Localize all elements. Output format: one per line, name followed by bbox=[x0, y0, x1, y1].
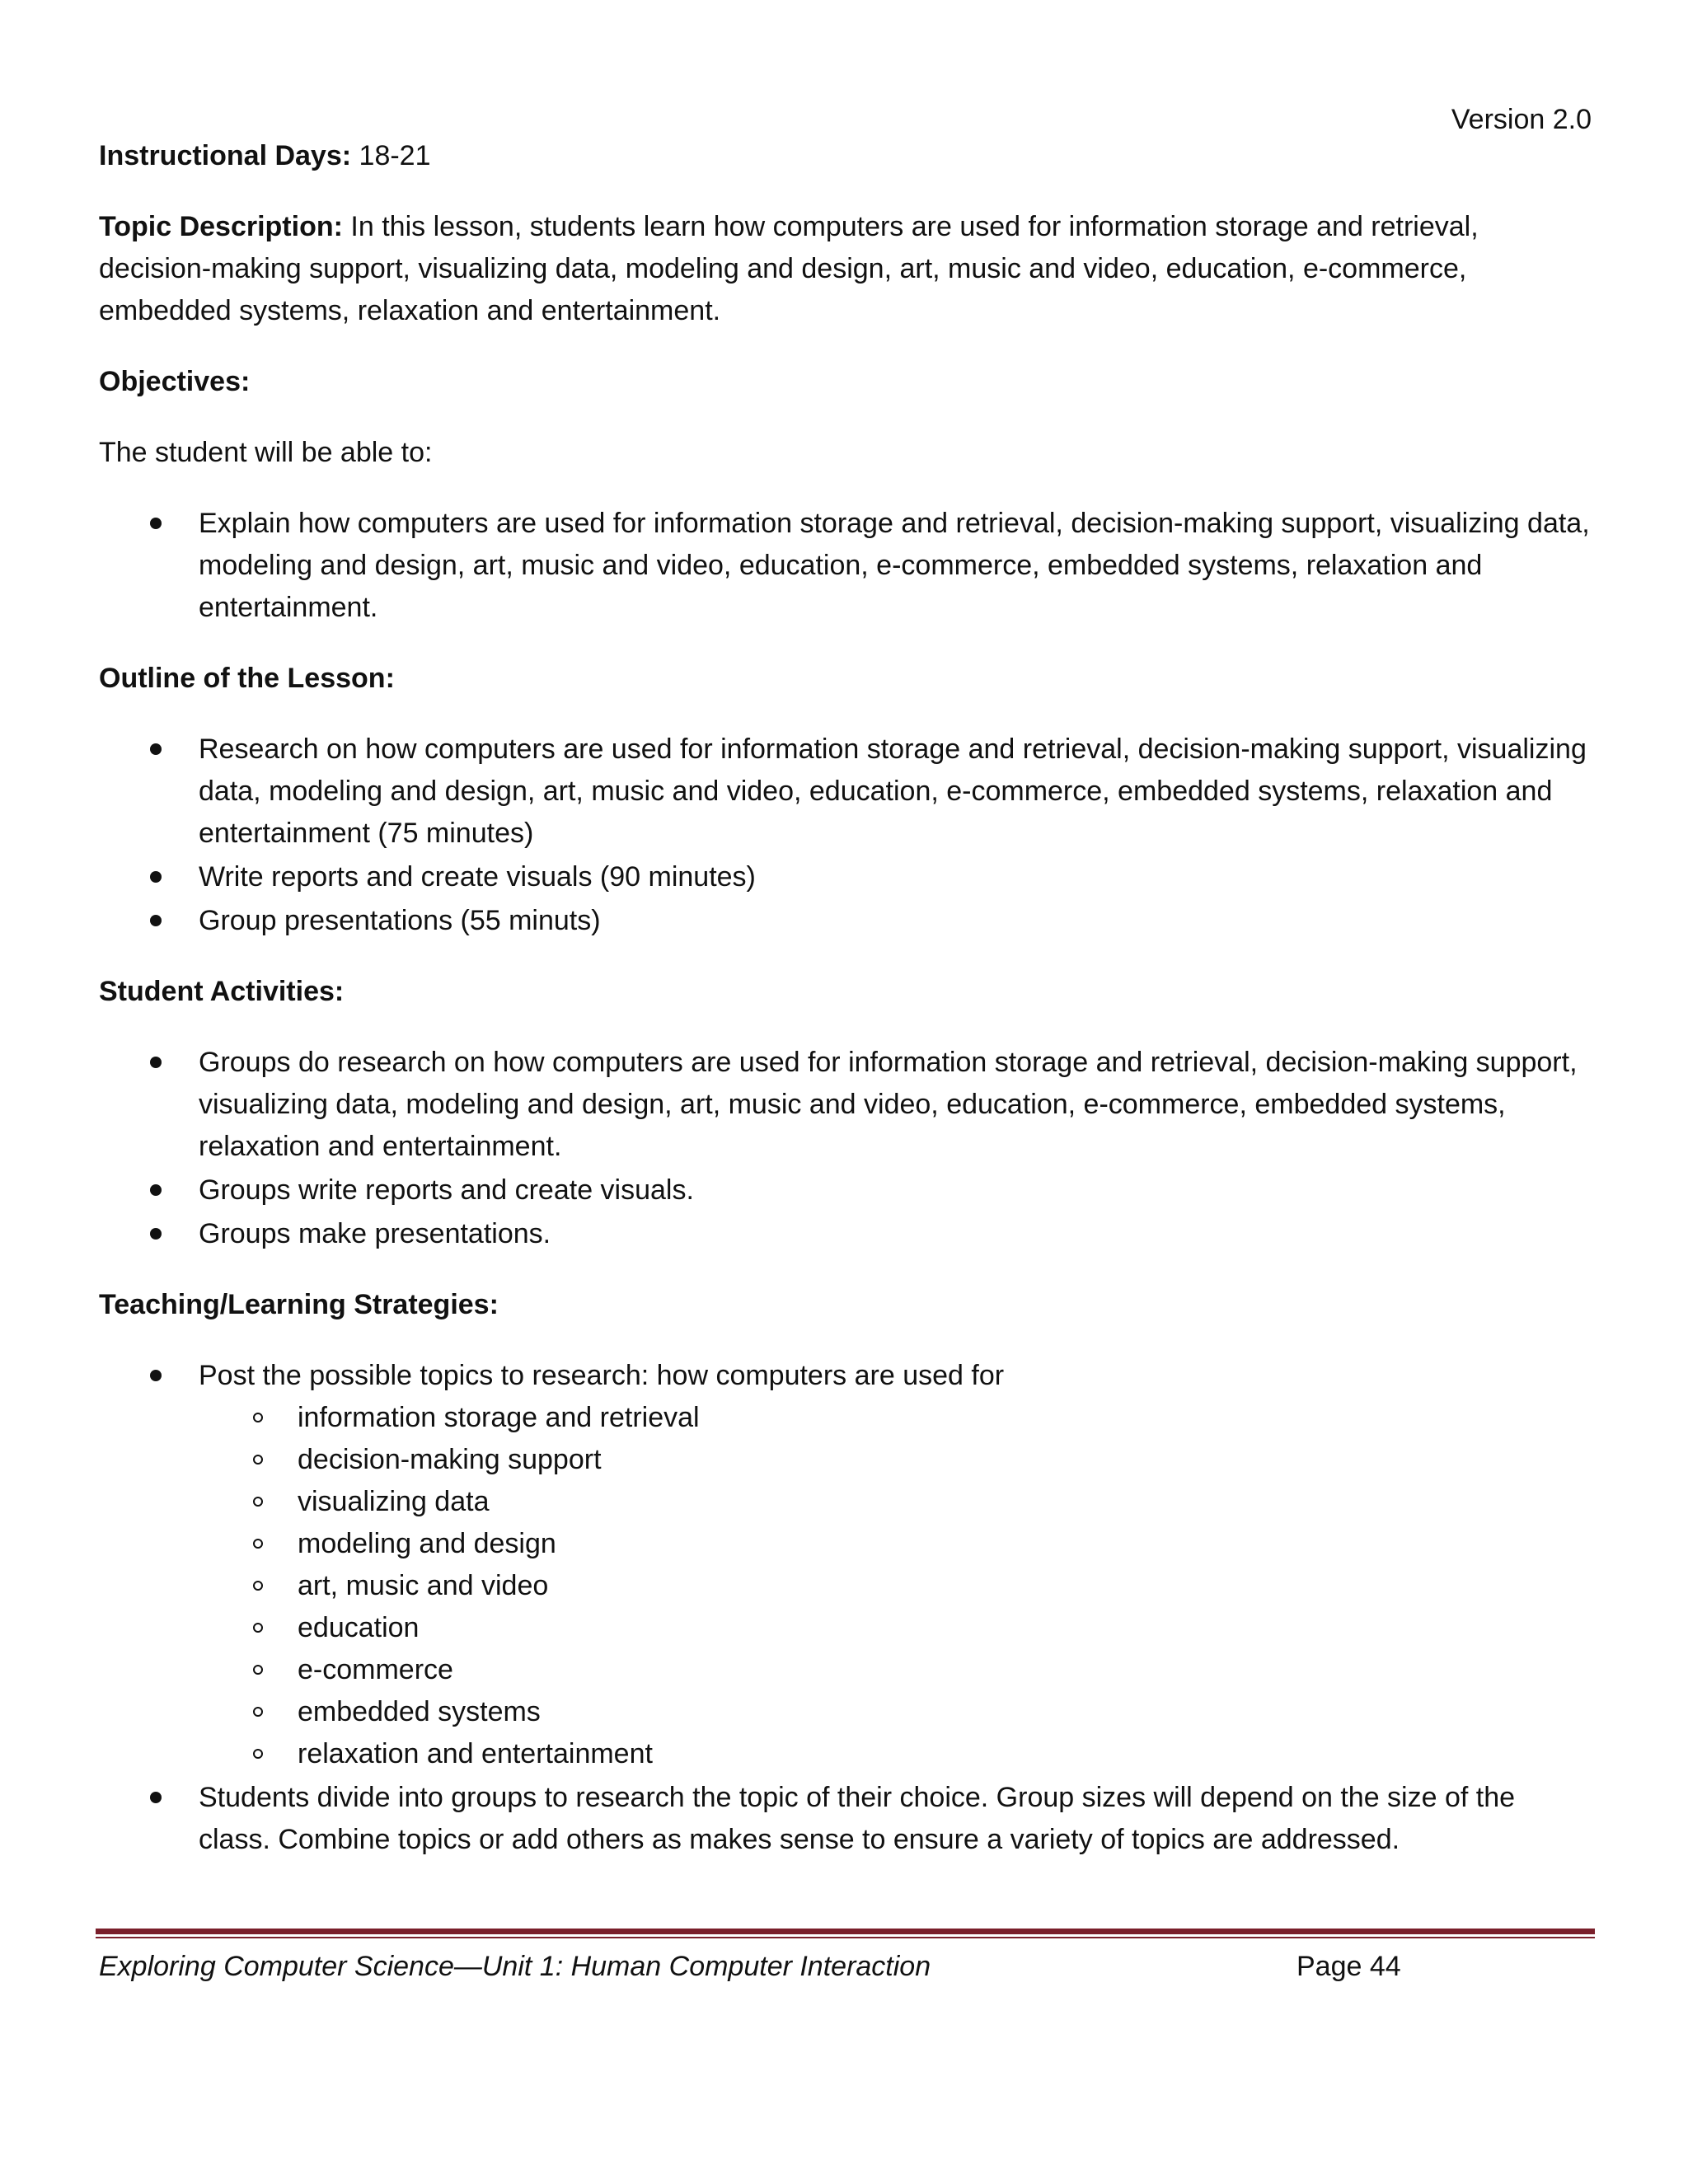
instructional-days-label: Instructional Days: bbox=[99, 140, 352, 171]
page-number: Page 44 bbox=[1296, 1951, 1401, 1982]
sub-list-item: relaxation and entertainment bbox=[199, 1733, 1591, 1775]
objectives-intro: The student will be able to: bbox=[99, 437, 433, 468]
student-activities-heading: Student Activities: bbox=[99, 976, 345, 1007]
student-activities-list bbox=[99, 1042, 1591, 1255]
sub-list-item: embedded systems bbox=[199, 1691, 1591, 1733]
list-item bbox=[99, 1355, 1591, 1775]
list-item: Explain how computers are used for information storage and retrieval, decision-making support, visualizing data, modeling and design, art, music and video, education, e-commerce, embedded systems, relaxation and entertainment. bbox=[99, 503, 1591, 629]
list-item: Write reports and create visuals (90 minutes) bbox=[99, 856, 1591, 898]
list-item: Group presentations (55 minuts) bbox=[99, 900, 1591, 942]
footer-rule-thin bbox=[96, 1937, 1595, 1938]
sub-list-item: visualizing data bbox=[199, 1481, 1591, 1523]
outline-heading: Outline of the Lesson: bbox=[99, 663, 395, 694]
strategies-item-text: Post the possible topics to research: how computers are used for bbox=[199, 1360, 1005, 1391]
list-item: Research on how computers are used for information storage and retrieval, decision-making support, visualizing data, modeling and design, art, music and video, education, e-commerce, embedded systems, relaxation and entertainment (75 minutes) bbox=[99, 729, 1591, 855]
strategies-heading: Teaching/Learning Strategies: bbox=[99, 1289, 499, 1320]
topic-description bbox=[99, 206, 1591, 332]
version-label: Version 2.0 bbox=[1451, 104, 1592, 135]
footer-rule-thick bbox=[96, 1929, 1595, 1934]
list-item: Students divide into groups to research the topic of their choice. Group sizes will depend on the size of the class. Combine topics or add others as makes sense to ensure a variety of topics are addressed. bbox=[99, 1777, 1591, 1861]
list-item: Groups do research on how computers are used for information storage and retrieval, decision-making support, visualizing data, modeling and design, art, music and video, education, e-commerce, embedded systems, relaxation and entertainment. bbox=[99, 1042, 1591, 1168]
topic-description-label: Topic Description: bbox=[99, 211, 343, 242]
strategies-list bbox=[99, 1355, 1591, 1861]
footer-rule bbox=[96, 1929, 1595, 1938]
footer-title: Exploring Computer Science—Unit 1: Human Computer Interaction bbox=[99, 1951, 931, 1982]
outline-list bbox=[99, 729, 1591, 942]
sub-list-item: modeling and design bbox=[199, 1523, 1591, 1565]
topic-description-text: In this lesson, students learn how computers are used for information storage and retrieval, decision-making support, visualizing data, modeling and design, art, music and video, education, e-commerce, embedded systems, relaxation and entertainment. bbox=[99, 211, 1479, 326]
list-item: Groups write reports and create visuals. bbox=[99, 1169, 1591, 1212]
lesson-content bbox=[99, 135, 1591, 1890]
instructional-days-value: 18-21 bbox=[359, 140, 431, 171]
sub-list-item: e-commerce bbox=[199, 1649, 1591, 1691]
topics-sublist bbox=[199, 1397, 1591, 1775]
sub-list-item: art, music and video bbox=[199, 1565, 1591, 1607]
sub-list-item: information storage and retrieval bbox=[199, 1397, 1591, 1439]
sub-list-item: decision-making support bbox=[199, 1439, 1591, 1481]
objectives-list bbox=[99, 503, 1591, 629]
list-item: Groups make presentations. bbox=[99, 1213, 1591, 1255]
instructional-days bbox=[99, 135, 1591, 177]
objectives-heading: Objectives: bbox=[99, 366, 251, 397]
sub-list-item: education bbox=[199, 1607, 1591, 1649]
